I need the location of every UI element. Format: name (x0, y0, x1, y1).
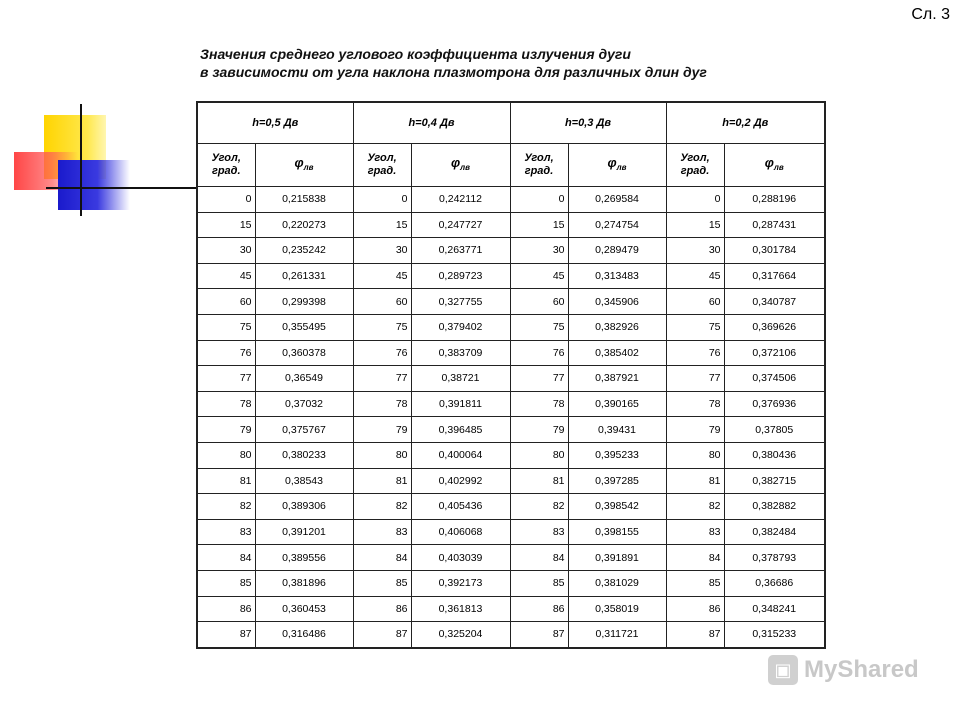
angle-cell: 60 (197, 289, 255, 315)
coefficient-cell: 0,299398 (255, 289, 353, 315)
coefficient-cell: 0,389306 (255, 494, 353, 520)
coefficient-cell: 0,274754 (568, 212, 666, 238)
coefficient-cell: 0,382882 (724, 494, 825, 520)
angle-cell: 0 (197, 187, 255, 213)
coefficient-cell: 0,391891 (568, 545, 666, 571)
table-row (197, 263, 825, 289)
coefficient-cell: 0,289479 (568, 238, 666, 264)
coefficient-cell: 0,402992 (411, 468, 510, 494)
title-line-1: Значения среднего углового коэффициента излучения дуги (200, 46, 631, 62)
phi-column-header (568, 144, 666, 187)
coefficient-cell: 0,398155 (568, 519, 666, 545)
angle-cell: 0 (510, 187, 568, 213)
group-header: h=0,3 Дв (510, 102, 666, 144)
decorative-blue-block (58, 160, 130, 210)
angle-cell: 81 (510, 468, 568, 494)
coefficient-cell: 0,382715 (724, 468, 825, 494)
angle-cell: 15 (197, 212, 255, 238)
coefficient-cell: 0,396485 (411, 417, 510, 443)
table-row (197, 289, 825, 315)
coefficient-cell: 0,311721 (568, 622, 666, 648)
coefficient-cell: 0,391201 (255, 519, 353, 545)
angle-cell: 83 (197, 519, 255, 545)
angle-cell: 15 (666, 212, 724, 238)
angle-cell: 78 (197, 391, 255, 417)
coefficient-cell: 0,379402 (411, 314, 510, 340)
angle-cell: 77 (666, 366, 724, 392)
phi-symbol: φ (764, 154, 774, 170)
table-row (197, 442, 825, 468)
table-row (197, 212, 825, 238)
angle-cell: 77 (197, 366, 255, 392)
angle-cell: 85 (666, 570, 724, 596)
angle-cell: 78 (510, 391, 568, 417)
coefficient-cell: 0,235242 (255, 238, 353, 264)
coefficient-cell: 0,287431 (724, 212, 825, 238)
coefficient-cell: 0,242112 (411, 187, 510, 213)
angle-cell: 77 (353, 366, 411, 392)
angle-cell: 75 (353, 314, 411, 340)
angle-cell: 30 (510, 238, 568, 264)
coefficient-cell: 0,395233 (568, 442, 666, 468)
angle-cell: 30 (666, 238, 724, 264)
angle-cell: 85 (197, 570, 255, 596)
group-header: h=0,4 Дв (353, 102, 510, 144)
coefficient-cell: 0,360378 (255, 340, 353, 366)
angle-cell: 80 (666, 442, 724, 468)
coefficient-cell: 0,389556 (255, 545, 353, 571)
angle-cell: 83 (666, 519, 724, 545)
angle-cell: 80 (197, 442, 255, 468)
angle-cell: 82 (353, 494, 411, 520)
emission-coefficient-table (196, 101, 826, 649)
coefficient-cell: 0,387921 (568, 366, 666, 392)
angle-cell: 45 (666, 263, 724, 289)
angle-cell: 87 (510, 622, 568, 648)
coefficient-cell: 0,37032 (255, 391, 353, 417)
group-header: h=0,5 Дв (197, 102, 353, 144)
angle-cell: 82 (197, 494, 255, 520)
phi-symbol: φ (451, 154, 461, 170)
coefficient-cell: 0,358019 (568, 596, 666, 622)
coefficient-cell: 0,406068 (411, 519, 510, 545)
angle-cell: 81 (666, 468, 724, 494)
angle-cell: 82 (666, 494, 724, 520)
angle-cell: 45 (510, 263, 568, 289)
table-row (197, 468, 825, 494)
phi-subscript: лв (616, 163, 627, 173)
coefficient-cell: 0,403039 (411, 545, 510, 571)
angle-cell: 86 (197, 596, 255, 622)
phi-column-header (724, 144, 825, 187)
angle-cell: 86 (666, 596, 724, 622)
group-header: h=0,2 Дв (666, 102, 825, 144)
coefficient-cell: 0,381896 (255, 570, 353, 596)
coefficient-cell: 0,382926 (568, 314, 666, 340)
angle-cell: 30 (197, 238, 255, 264)
angle-cell: 79 (510, 417, 568, 443)
angle-cell: 79 (197, 417, 255, 443)
angle-cell: 15 (510, 212, 568, 238)
angle-cell: 82 (510, 494, 568, 520)
angle-cell: 77 (510, 366, 568, 392)
coefficient-cell: 0,37805 (724, 417, 825, 443)
coefficient-cell: 0,355495 (255, 314, 353, 340)
decorative-horizontal-line (46, 187, 196, 189)
angle-cell: 76 (197, 340, 255, 366)
angle-cell: 84 (353, 545, 411, 571)
watermark (768, 655, 919, 685)
coefficient-cell: 0,313483 (568, 263, 666, 289)
coefficient-cell: 0,261331 (255, 263, 353, 289)
angle-cell: 85 (510, 570, 568, 596)
angle-cell: 60 (666, 289, 724, 315)
slide-title (200, 45, 820, 81)
coefficient-cell: 0,380233 (255, 442, 353, 468)
angle-cell: 30 (353, 238, 411, 264)
phi-symbol: φ (607, 154, 617, 170)
angle-cell: 78 (666, 391, 724, 417)
table-row (197, 494, 825, 520)
angle-cell: 84 (197, 545, 255, 571)
table-row (197, 596, 825, 622)
coefficient-cell: 0,383709 (411, 340, 510, 366)
angle-cell: 83 (353, 519, 411, 545)
coefficient-cell: 0,288196 (724, 187, 825, 213)
table-row (197, 545, 825, 571)
coefficient-cell: 0,327755 (411, 289, 510, 315)
angle-cell: 85 (353, 570, 411, 596)
angle-cell: 76 (353, 340, 411, 366)
angle-column-header: Угол, град. (353, 144, 411, 187)
coefficient-cell: 0,315233 (724, 622, 825, 648)
coefficient-cell: 0,405436 (411, 494, 510, 520)
coefficient-cell: 0,392173 (411, 570, 510, 596)
coefficient-cell: 0,375767 (255, 417, 353, 443)
angle-cell: 0 (353, 187, 411, 213)
coefficient-cell: 0,215838 (255, 187, 353, 213)
title-line-2: в зависимости от угла наклона плазмотрона для различных длин дуг (200, 64, 707, 80)
angle-cell: 79 (353, 417, 411, 443)
coefficient-cell: 0,289723 (411, 263, 510, 289)
phi-subscript: лв (773, 163, 784, 173)
angle-cell: 78 (353, 391, 411, 417)
coefficient-cell: 0,376936 (724, 391, 825, 417)
table-row (197, 622, 825, 648)
coefficient-cell: 0,38721 (411, 366, 510, 392)
coefficient-cell: 0,325204 (411, 622, 510, 648)
coefficient-cell: 0,316486 (255, 622, 353, 648)
angle-cell: 84 (510, 545, 568, 571)
coefficient-cell: 0,340787 (724, 289, 825, 315)
angle-cell: 45 (353, 263, 411, 289)
angle-cell: 45 (197, 263, 255, 289)
angle-cell: 81 (353, 468, 411, 494)
angle-cell: 79 (666, 417, 724, 443)
table-row (197, 340, 825, 366)
table-row (197, 417, 825, 443)
angle-cell: 80 (510, 442, 568, 468)
angle-cell: 86 (353, 596, 411, 622)
coefficient-cell: 0,36686 (724, 570, 825, 596)
phi-subscript: лв (460, 163, 470, 173)
angle-cell: 75 (510, 314, 568, 340)
coefficient-cell: 0,385402 (568, 340, 666, 366)
coefficient-cell: 0,382484 (724, 519, 825, 545)
coefficient-cell: 0,390165 (568, 391, 666, 417)
table-row (197, 519, 825, 545)
angle-cell: 87 (353, 622, 411, 648)
coefficient-cell: 0,39431 (568, 417, 666, 443)
coefficient-cell: 0,269584 (568, 187, 666, 213)
angle-cell: 15 (353, 212, 411, 238)
table-row (197, 391, 825, 417)
angle-cell: 86 (510, 596, 568, 622)
coefficient-cell: 0,381029 (568, 570, 666, 596)
angle-cell: 83 (510, 519, 568, 545)
watermark-text: MyShared (804, 656, 919, 683)
coefficient-cell: 0,345906 (568, 289, 666, 315)
table-row (197, 314, 825, 340)
table-row (197, 366, 825, 392)
table-row (197, 238, 825, 264)
coefficient-cell: 0,398542 (568, 494, 666, 520)
angle-column-header: Угол, град. (197, 144, 255, 187)
coefficient-cell: 0,360453 (255, 596, 353, 622)
coefficient-cell: 0,374506 (724, 366, 825, 392)
coefficient-cell: 0,369626 (724, 314, 825, 340)
angle-cell: 87 (666, 622, 724, 648)
angle-cell: 76 (510, 340, 568, 366)
slide-number: Сл. 3 (911, 6, 950, 23)
angle-cell: 75 (666, 314, 724, 340)
phi-subscript: лв (303, 163, 314, 173)
phi-symbol: φ (294, 154, 304, 170)
presentation-board-icon: ▣ (768, 655, 798, 685)
coefficient-cell: 0,372106 (724, 340, 825, 366)
coefficient-cell: 0,301784 (724, 238, 825, 264)
table-row (197, 187, 825, 213)
coefficient-cell: 0,220273 (255, 212, 353, 238)
angle-cell: 81 (197, 468, 255, 494)
angle-cell: 84 (666, 545, 724, 571)
coefficient-cell: 0,391811 (411, 391, 510, 417)
angle-column-header: Угол, град. (510, 144, 568, 187)
coefficient-cell: 0,317664 (724, 263, 825, 289)
coefficient-cell: 0,38543 (255, 468, 353, 494)
table-row (197, 570, 825, 596)
phi-column-header (411, 144, 510, 187)
angle-cell: 60 (510, 289, 568, 315)
angle-cell: 75 (197, 314, 255, 340)
angle-cell: 60 (353, 289, 411, 315)
coefficient-cell: 0,380436 (724, 442, 825, 468)
angle-cell: 0 (666, 187, 724, 213)
coefficient-cell: 0,400064 (411, 442, 510, 468)
coefficient-cell: 0,263771 (411, 238, 510, 264)
coefficient-cell: 0,397285 (568, 468, 666, 494)
decorative-vertical-line (80, 104, 82, 216)
phi-column-header (255, 144, 353, 187)
angle-cell: 87 (197, 622, 255, 648)
angle-cell: 76 (666, 340, 724, 366)
angle-cell: 80 (353, 442, 411, 468)
coefficient-cell: 0,378793 (724, 545, 825, 571)
coefficient-cell: 0,36549 (255, 366, 353, 392)
coefficient-cell: 0,361813 (411, 596, 510, 622)
coefficient-cell: 0,247727 (411, 212, 510, 238)
angle-column-header: Угол, град. (666, 144, 724, 187)
coefficient-cell: 0,348241 (724, 596, 825, 622)
